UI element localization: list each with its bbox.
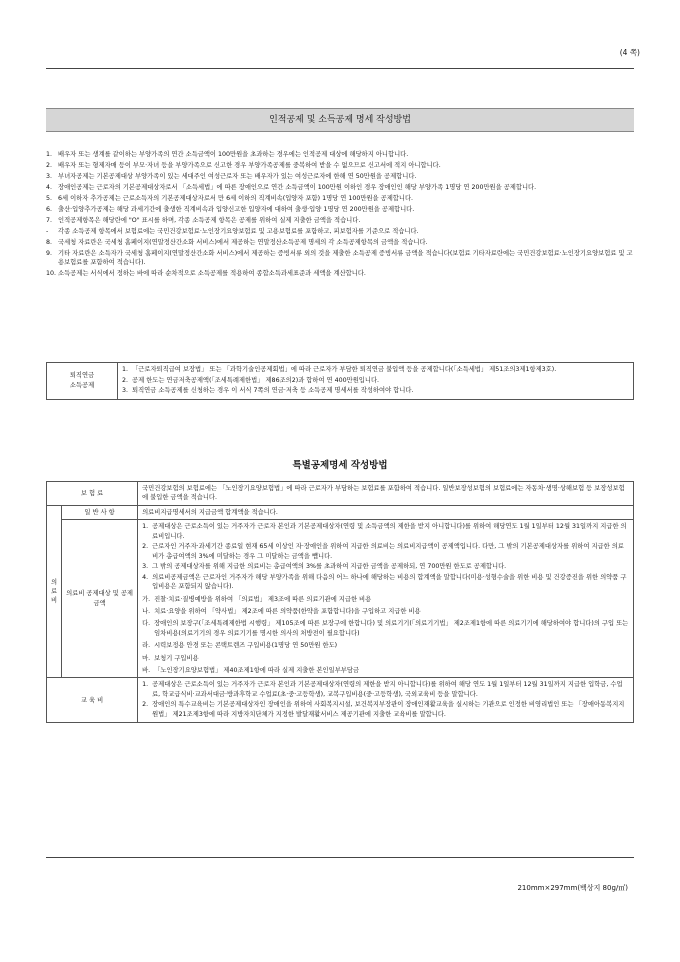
item-number: 9. (46, 250, 53, 257)
pension-label-line1: 퇴직연금 (69, 372, 95, 380)
item-text: 각종 소득공제 항목에서 보험료에는 국민건강보험료·노인장기요양보험료 및 고용보험료를 포함하고, 피보험자를 기준으로 적습니다. (58, 228, 419, 235)
instruction-item (46, 238, 634, 247)
item-text: 배우자 또는 생계를 같이하는 부양가족의 연간 소득금액이 100만원을 초과하는 경우에는 인적공제 대상에 해당하지 아니합니다. (58, 151, 409, 158)
item-text: 부녀자공제는 기본공제대상 부양가족이 있는 세대주인 여성근로자 또는 배우자가 있는 여성근로자에 한해 연 50만원을 공제합니다. (58, 173, 417, 180)
item-text: 치료·요양을 위하여 「약사법」 제2조에 따른 의약품(한약을 포함합니다)을 구입하고 지급한 비용 (154, 608, 421, 616)
item-number: 5. (46, 195, 53, 202)
paper-spec: 210mm×297mm(백상지 80g/㎡) (517, 884, 628, 892)
item-number: 4. (142, 573, 149, 581)
item-number: 1. (122, 366, 129, 373)
pension-item (122, 376, 629, 385)
pension-label-line2: 소득공제 (69, 381, 95, 389)
item-number: 다. (142, 620, 151, 628)
instruction-item (46, 227, 634, 236)
bottom-divider (46, 857, 634, 858)
medical-items-cell (138, 520, 634, 678)
item-text: 6세 이하자 추가공제는 근로소득자의 기본공제대상자로서 만 6세 이하의 직계비속(입양자 포함) 1명당 연 100만원을 공제합니다. (58, 195, 414, 202)
instruction-item (46, 269, 634, 278)
item-number: 7. (46, 217, 53, 224)
medical-sub-label: 의료비 공제대상 및 공제금액 (62, 520, 138, 678)
item-number: 가. (142, 595, 151, 603)
medical-subitem (142, 595, 629, 604)
section-title-special-deduction: 특별공제명세 작성방법 (292, 460, 388, 471)
medical-item (142, 542, 629, 561)
medical-item (142, 562, 629, 571)
item-text: 기타 자료란은 소득자가 국세청 홈페이지(연말정산간소화 서비스)에서 제공하는 증빙서류 외의 것을 제출한 소득공제 증빙서류 금액을 적습니다(보험료 기타자료란에는 국민건강보험료·노인장기요양보험료 및 고용보험료를 포함하여 적습니다). (58, 250, 633, 267)
item-text: 국세청 자료란은 국세청 홈페이지(연말정산간소화 서비스)에서 제공하는 연말정산소득공제 명세의 각 소득공제항목의 금액을 적습니다. (58, 239, 428, 246)
special-deduction-table (46, 481, 634, 723)
item-text: 「노인장기요양보험법」 제40조제1항에 따라 실제 지출한 본인일부부담금 (154, 667, 360, 675)
item-text: 공제 한도는 연금저축공제액(「조세특례제한법」 제86조의2)과 합하여 연 400만원입니다. (132, 376, 380, 384)
personal-deduction-instructions (46, 150, 634, 280)
item-text: 의료비공제금액은 근로자인 거주자가 해당 부양가족을 위해 다음의 어느 하나에 해당하는 비용의 합계액을 말합니다(미용·성형수술을 위한 비용 및 건강증진을 위한 의약품 구입비용은 포함되지 않습니다). (152, 573, 627, 591)
education-item (142, 700, 629, 719)
item-text: 인적공제항목은 해당란에 "O" 표시를 하며, 각종 소득공제 항목은 공제를 위하여 실제 지출한 금액을 적습니다. (58, 217, 361, 224)
item-number: 1. (142, 523, 149, 531)
medical-subitem (142, 607, 629, 616)
medical-label-char: 의 (51, 578, 58, 586)
section-title-personal-deduction: 인적공제 및 소득공제 명세 작성방법 (46, 108, 634, 132)
item-text: 공제대상은 근로소득이 있는 거주자가 근로자 본인과 기본공제대상자(연령의 제한을 받지 아니합니다)를 위하여 해당 연도 1월 1일부터 12월 31일까지 지급한 입학금, 수업료, 학교급식비·교과서대금·방과후학교 수업료(초·중·고등학생), 교복구입비용(중·고등학생), 국외교육비 등을 말합니다. (152, 681, 623, 698)
item-number: 6. (46, 206, 53, 213)
education-label: 교 육 비 (47, 678, 138, 723)
item-text: 장애인의 보장구(「조세특례제한법 시행령」 제105조에 따른 보장구에 한합니다) 및 의료기기(「의료기기법」 제2조제1항에 따른 의료기기에 해당하여야 합니다)의 구입 또는 임차비용(의료기기의 경우 의료기기를 명시한 의사의 처방전이 필요합니다) (154, 620, 629, 637)
instruction-item (46, 249, 634, 268)
item-number: 마. (142, 654, 151, 662)
item-number: 나. (142, 608, 151, 616)
item-text: 「근로자퇴직급여 보장법」 또는 「과학기술인공제회법」에 따라 근로자가 부담한 퇴직연금 불입액 등을 공제합니다(「소득세법」 제51조의3제1항제3호). (132, 366, 557, 373)
item-text: 근로자인 거주자·과세기간 종료일 현재 65세 이상인 자·장애인을 위하여 지급한 의료비는 의료비지급액이 공제액입니다. 다만, 그 밖의 기본공제대상자를 위하여 지급한 의료비가 총급여액의 3%에 미달하는 경우 그 미달하는 금액을 뺍니다. (152, 543, 624, 560)
item-number: 1. (142, 681, 149, 689)
item-number: - (46, 228, 49, 235)
item-number: 라. (142, 642, 151, 650)
instruction-item (46, 216, 634, 225)
pension-deduction-table (46, 362, 634, 400)
page-number: (4 쪽) (619, 48, 640, 57)
item-text: 장애인의 특수교육비는 기본공제대상자인 장애인을 위하여 사회복지시설, 보건복지부장관이 장애인재활교육을 실시하는 기관으로 인정한 비영리법인 또는 「장애아동복지지원법」 제21조제3항에 따라 지방자치단체가 지정한 발달재활서비스 제공기관에 지출한 교육비를 말합니다. (152, 701, 625, 718)
medical-label-char: 비 (51, 597, 58, 605)
medical-label (47, 505, 62, 678)
item-text: 공제대상은 근로소득이 있는 거주자가 근로자 본인과 기본공제대상자(연령 및 소득금액의 제한을 받지 아니합니다)를 위하여 해당연도 1월 1일부터 12월 31일까지 지급한 의료비입니다. (152, 523, 627, 540)
item-text: 시력보정용 안경 또는 콘택트렌즈 구입비용(1명당 연 50만원 한도) (154, 642, 338, 650)
pension-label-cell (47, 363, 118, 400)
medical-label-char: 료 (51, 587, 58, 595)
medical-subitem (142, 641, 629, 650)
item-text: 소득공제는 서식에서 정하는 바에 따라 순차적으로 소득공제를 적용하여 종합소득과세표준과 세액을 계산합니다. (58, 270, 366, 278)
insurance-text: 국민건강보험의 보험료에는 「노인장기요양보험법」에 따라 근로자가 부담하는 보험료를 포함하여 적습니다. 일반보장성보험의 보험료에는 자동차·생명·상해보험 등 보장성보험에 불입한 금액을 적습니다. (138, 482, 634, 506)
item-number: 3. (122, 387, 129, 395)
item-number: 8. (46, 239, 53, 246)
instruction-item (46, 161, 634, 170)
item-number: 3. (142, 563, 149, 571)
item-number: 10. (46, 270, 57, 278)
education-item (142, 680, 629, 699)
pension-item (122, 386, 629, 395)
instruction-item (46, 205, 634, 214)
insurance-label: 보 험 료 (47, 482, 138, 506)
instruction-item (46, 150, 634, 159)
item-number: 2. (46, 162, 53, 169)
general-label: 일 반 사 항 (62, 505, 138, 519)
item-text: 그 밖의 공제대상자를 위해 지급한 의료비는 총급여액의 3%를 초과하여 지급한 금액을 공제하되, 연 700만원 한도로 공제합니다. (152, 563, 507, 571)
instruction-item (46, 172, 634, 181)
item-text: 배우자 또는 형제자매 등이 부모·자녀 등을 부양가족으로 신고한 경우 부양가족공제를 중복하여 받을 수 없으므로 신고서에 적지 아니합니다. (58, 162, 441, 169)
item-text: 보청기 구입비용 (154, 654, 199, 662)
medical-item (142, 522, 629, 541)
medical-subitem (142, 619, 629, 638)
pension-items-cell (118, 363, 634, 400)
medical-item (142, 573, 629, 592)
item-number: 2. (142, 543, 149, 551)
education-items-cell (138, 678, 634, 723)
pension-item (122, 365, 629, 374)
item-number: 4. (46, 184, 53, 191)
top-divider (46, 68, 634, 69)
item-text: 진찰·치료·질병예방을 위하여 「의료법」 제3조에 따른 의료기관에 지급한 비용 (154, 595, 372, 603)
item-number: 2. (122, 376, 129, 384)
item-number: 3. (46, 173, 53, 180)
medical-subitem (142, 654, 629, 663)
item-text: 퇴직연금 소득공제를 신청하는 경우 이 서식 7쪽의 연금·저축 등 소득공제 명세서를 작성하여야 합니다. (132, 387, 414, 395)
instruction-item (46, 194, 634, 203)
general-text: 의료비지급명세서의 지급금액 합계액을 적습니다. (138, 505, 634, 519)
item-text: 장애인공제는 근로자의 기본공제대상자로서 「소득세법」에 따른 장애인으로 연간 소득금액이 100만원 이하인 경우 장애인인 해당 부양가족 1명당 연 200만원을 공제합니다. (58, 184, 537, 191)
item-number: 2. (142, 701, 149, 709)
item-number: 바. (142, 667, 151, 675)
instruction-item (46, 183, 634, 192)
item-number: 1. (46, 151, 53, 158)
medical-subitem (142, 666, 629, 675)
item-text: 출산·입양추가공제는 해당 과세기간에 출생한 직계비속과 입양신고한 입양자에 대하여 출생·입양 1명당 연 200만원을 공제합니다. (58, 206, 415, 213)
